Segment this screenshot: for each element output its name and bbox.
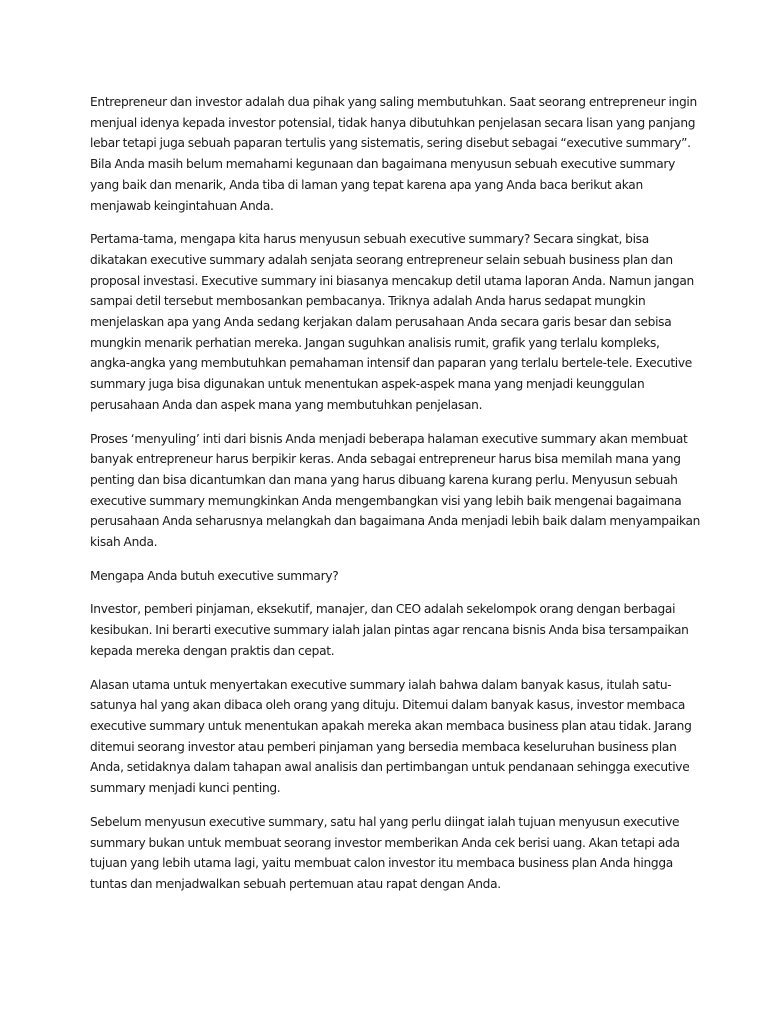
- text-line: mungkin menarik perhatian mereka. Jangan suguhkan analisis rumit, grafik yang terlalu kompleks,: [90, 335, 660, 350]
- text-line: Proses ‘menyuling’ inti dari bisnis Anda menjadi beberapa halaman executive summary akan membuat: [90, 431, 688, 446]
- text-line: kepada mereka dengan praktis dan cepat.: [90, 643, 335, 658]
- text-line: Anda, setidaknya dalam tahapan awal analisis dan pertimbangan untuk pendanaan sehingga executive: [90, 760, 690, 775]
- heading-text: Mengapa Anda butuh executive summary?: [90, 568, 339, 583]
- text-line: summary menjadi kunci penting.: [90, 781, 281, 796]
- text-line: penting dan bisa dicantumkan dan mana yang harus dibuang karena kurang perlu. Menyusun sebuah: [90, 472, 678, 487]
- text-line: kesibukan. Ini berarti executive summary ialah jalan pintas agar rencana bisnis Anda bisa tersampaikan: [90, 623, 689, 638]
- text-line: perusahaan Anda dan aspek mana yang membutuhkan penjelasan.: [90, 397, 483, 412]
- text-line: summary juga bisa digunakan untuk menentukan aspek-aspek mana yang menjadi keunggulan: [90, 377, 645, 392]
- text-line: menjual idenya kepada investor potensial, tidak hanya dibutuhkan penjelasan secara lisan yang panjang: [90, 115, 696, 130]
- text-line: Pertama-tama, mengapa kita harus menyusun sebuah executive summary? Secara singkat, bisa: [90, 232, 649, 247]
- text-line: angka-angka yang membutuhkan pemahaman intensif dan paparan yang terlalu bertele-tele. Executive: [90, 356, 693, 371]
- paragraph-audience: [90, 599, 689, 661]
- paragraph-why: [90, 229, 694, 415]
- text-line: Bila Anda masih belum memahami kegunaan dan bagaimana menyusun sebuah executive summary: [90, 157, 676, 172]
- paragraph-goal: [90, 812, 680, 895]
- text-line: sampai detil tersebut membosankan pembacanya. Triknya adalah Anda harus sedapat mungkin: [90, 294, 646, 309]
- paragraph-intro: [90, 92, 697, 216]
- text-line: summary bukan untuk membuat seorang investor memberikan Anda cek berisi uang. Akan tetapi ada: [90, 835, 680, 850]
- text-line: ditemui seorang investor atau pemberi pinjaman yang bersedia membaca keseluruhan business plan: [90, 739, 677, 754]
- text-line: executive summary memungkinkan Anda mengembangkan visi yang lebih baik mengenai bagaimana: [90, 493, 682, 508]
- text-line: perusahaan Anda seharusnya melangkah dan bagaimana Anda menjadi lebih baik dalam menyampaikan: [90, 514, 701, 529]
- paragraph-main-reason: [90, 675, 692, 799]
- text-line: Alasan utama untuk menyertakan executive summary ialah bahwa dalam banyak kasus, itulah satu-: [90, 677, 672, 692]
- text-line: banyak entrepreneur harus berpikir keras. Anda sebagai entrepreneur harus bisa memilah mana yang: [90, 452, 681, 467]
- text-line: yang baik dan menarik, Anda tiba di laman yang tepat karena apa yang Anda baca berikut akan: [90, 177, 643, 192]
- text-line: dikatakan executive summary adalah senjata seorang entrepreneur selain sebuah business plan dan: [90, 252, 673, 267]
- text-line: proposal investasi. Executive summary ini biasanya mencakup detil utama laporan Anda. Namun jangan: [90, 273, 694, 288]
- text-line: tujuan yang lebih utama lagi, yaitu membuat calon investor itu membaca business plan Anda hingga: [90, 856, 673, 871]
- text-line: menjelaskan apa yang Anda sedang kerjakan dalam perusahaan Anda secara garis besar dan sebisa: [90, 315, 672, 330]
- paragraph-process: [90, 429, 701, 553]
- text-line: tuntas dan menjadwalkan sebuah pertemuan atau rapat dengan Anda.: [90, 876, 501, 891]
- text-line: satunya hal yang akan dibaca oleh orang yang dituju. Ditemui dalam banyak kasus, investor membaca: [90, 698, 686, 713]
- section-heading: [90, 566, 680, 587]
- text-line: lebar tetapi juga sebuah paparan tertulis yang sistematis, sering disebut sebagai “executive summary”.: [90, 136, 691, 151]
- text-line: Entrepreneur dan investor adalah dua pihak yang saling membutuhkan. Saat seorang entrepreneur ingin: [90, 95, 697, 109]
- text-line: kisah Anda.: [90, 535, 158, 550]
- text-line: Investor, pemberi pinjaman, eksekutif, manajer, dan CEO adalah sekelompok orang dengan berbagai: [90, 602, 676, 617]
- document-body: [90, 92, 701, 908]
- text-line: executive summary untuk menentukan apakah mereka akan membaca business plan atau tidak. Jarang: [90, 718, 692, 733]
- text-line: Sebelum menyusun executive summary, satu hal yang perlu diingat ialah tujuan menyusun executive: [90, 814, 680, 829]
- text-line: menjawab keingintahuan Anda.: [90, 198, 274, 213]
